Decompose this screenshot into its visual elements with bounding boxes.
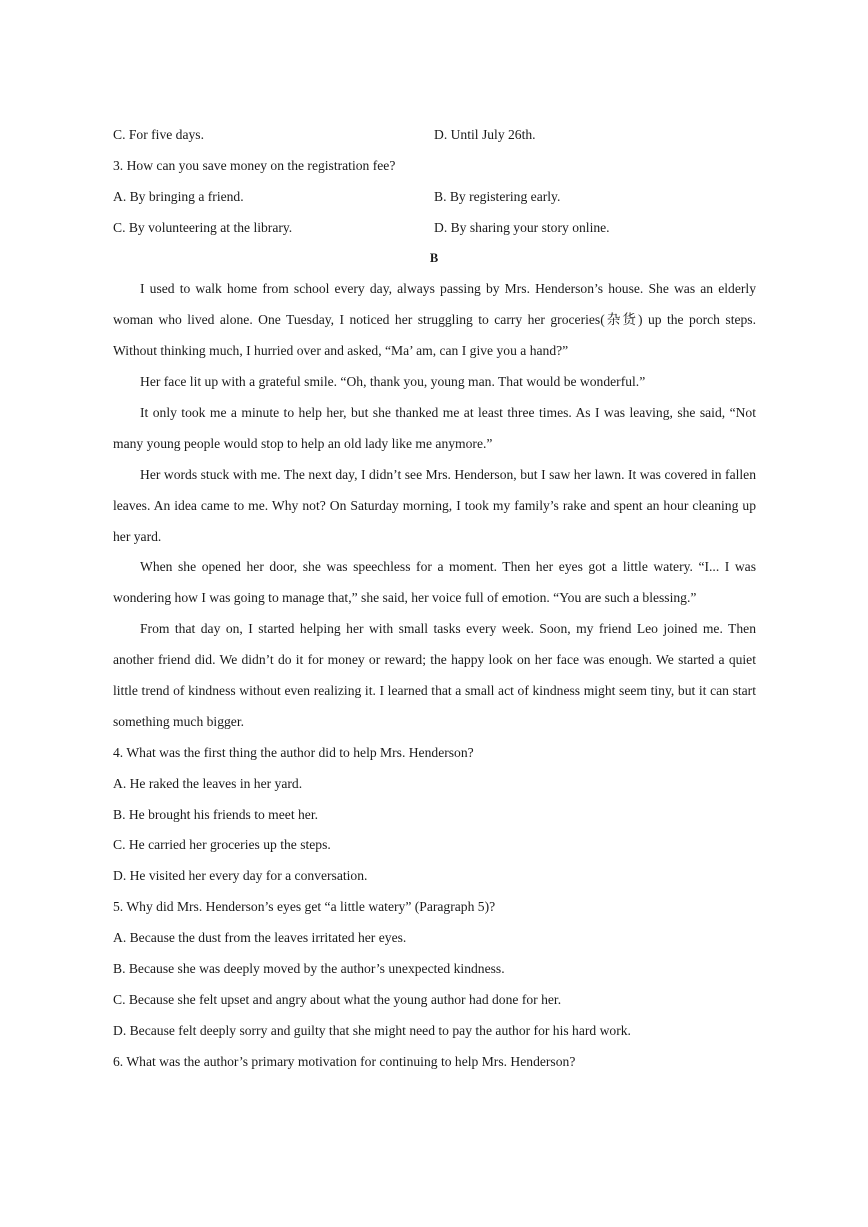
q5-option-a: A. Because the dust from the leaves irritated her eyes. (113, 930, 407, 945)
q4-option-b: B. He brought his friends to meet her. (113, 807, 319, 822)
q3-option-c: C. By volunteering at the library. (113, 220, 293, 235)
q3-option-b: B. By registering early. (434, 189, 561, 204)
q4-stem: 4. What was the first thing the author did to help Mrs. Henderson? (113, 745, 474, 760)
passage-paragraph-3: It only took me a minute to help her, but she thanked me at least three times. As I was leaving, she said, “Not many young people would stop to help an old lady like me anymore.” (113, 405, 756, 451)
q4-option-c: C. He carried her groceries up the steps. (113, 837, 331, 852)
q5-option-d: D. Because felt deeply sorry and guilty that she might need to pay the author for his hard work. (113, 1023, 631, 1038)
q4-option-a: A. He raked the leaves in her yard. (113, 776, 303, 791)
section-b-heading: B (429, 251, 439, 265)
q2-option-d: D. Until July 26th. (434, 127, 536, 142)
q3-option-d: D. By sharing your story online. (434, 220, 610, 235)
passage-paragraph-2: Her face lit up with a grateful smile. “Oh, thank you, young man. That would be wonderful.” (140, 374, 646, 389)
q3-stem: 3. How can you save money on the registration fee? (113, 158, 396, 173)
q6-stem: 6. What was the author’s primary motivation for continuing to help Mrs. Henderson? (113, 1054, 576, 1069)
q5-option-c: C. Because she felt upset and angry about what the young author had done for her. (113, 992, 562, 1007)
passage-paragraph-6: From that day on, I started helping her with small tasks every week. Soon, my friend Leo joined me. Then another friend did. We didn’t do it for money or reward; the happy look on her face was enough. We started a quiet little trend of kindness without even realizing it. I learned that a small act of kindness might seem tiny, but it can start something much bigger. (113, 621, 756, 729)
passage-paragraph-4: Her words stuck with me. The next day, I didn’t see Mrs. Henderson, but I saw her lawn. It was covered in fallen leaves. An idea came to me. Why not? On Saturday morning, I took my family’s rake and spent an hour cleaning up her yard. (113, 467, 756, 544)
passage-paragraph-5: When she opened her door, she was speechless for a moment. Then her eyes got a little watery. “I... I was wondering how I was going to manage that,” she said, her voice full of emotion. “You are such a blessing.” (113, 559, 756, 605)
q3-option-a: A. By bringing a friend. (113, 189, 244, 204)
passage-paragraph-1: I used to walk home from school every day, always passing by Mrs. Henderson’s house. She was an elderly woman who lived alone. One Tuesday, I noticed her struggling to carry her groceries(杂货) up the porch steps. Without thinking much, I hurried over and asked, “Ma’ am, can I give you a hand?” (113, 281, 756, 358)
q4-option-d: D. He visited her every day for a conversation. (113, 868, 368, 883)
q5-stem: 5. Why did Mrs. Henderson’s eyes get “a little watery” (Paragraph 5)? (113, 899, 496, 914)
q2-option-c: C. For five days. (113, 127, 204, 142)
q5-option-b: B. Because she was deeply moved by the author’s unexpected kindness. (113, 961, 505, 976)
